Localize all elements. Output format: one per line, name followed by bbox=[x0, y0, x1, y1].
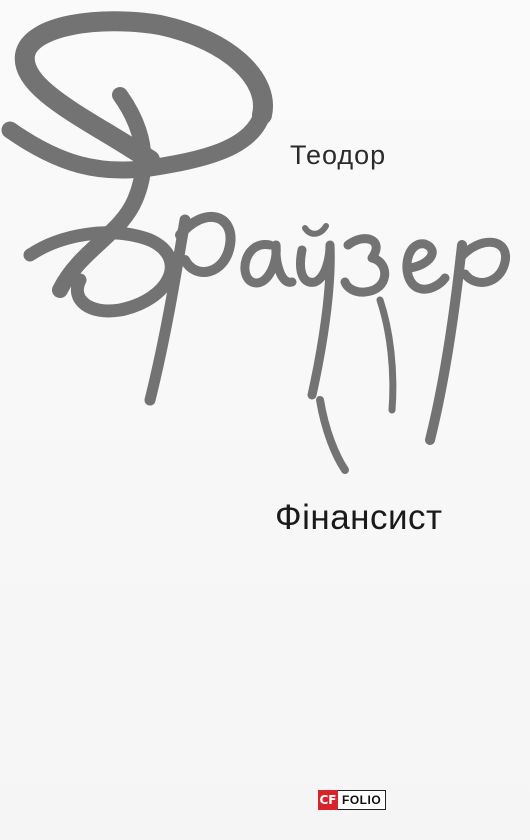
publisher-logo bbox=[318, 790, 386, 810]
folio-logo-icon: CF bbox=[318, 790, 338, 810]
author-first-name: Теодор bbox=[290, 140, 387, 170]
book-title: Фінансист bbox=[275, 498, 443, 537]
publisher-name: FOLIO bbox=[338, 790, 386, 810]
